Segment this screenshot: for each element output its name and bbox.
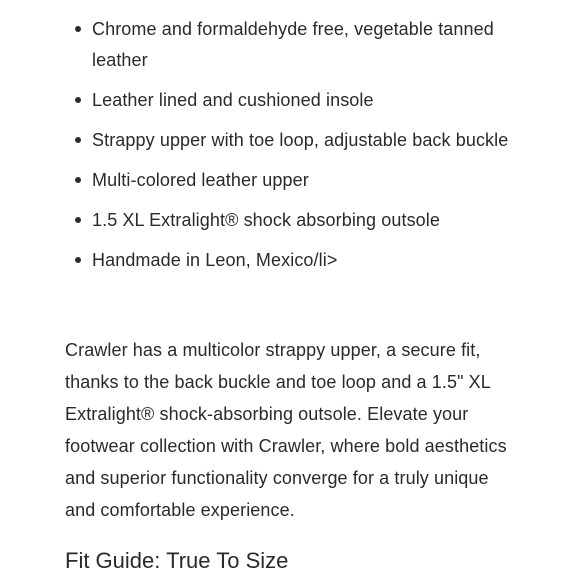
list-item (0, 205, 580, 236)
list-item (0, 85, 580, 116)
feature-list (0, 14, 580, 285)
fit-guide-heading: Fit Guide: True To Size (65, 548, 289, 573)
feature-text: 1.5 XL Extralight® shock absorbing outsole (92, 210, 440, 230)
bullet-icon (75, 26, 81, 32)
feature-text: Handmade in Leon, Mexico/li> (92, 250, 338, 270)
bullet-icon (75, 97, 81, 103)
list-item (0, 14, 580, 76)
feature-text: Strappy upper with toe loop, adjustable back buckle (92, 130, 509, 150)
list-item (0, 245, 580, 276)
feature-text: Multi-colored leather upper (92, 170, 309, 190)
product-description: Crawler has a multicolor strappy upper, a secure fit, thanks to the back buckle and toe loop and a 1.5" XL Extralight® shock-absorbing outsole. Elevate your footwear collection with Crawler, where bold aesthetics and superior functionality converge for a truly unique and comfortable experience. (65, 340, 507, 520)
bullet-icon (75, 137, 81, 143)
bullet-icon (75, 217, 81, 223)
bullet-icon (75, 177, 81, 183)
bullet-icon (75, 257, 81, 263)
list-item (0, 125, 580, 156)
list-item (0, 165, 580, 196)
feature-text: Chrome and formaldehyde free, vegetable tanned leather (92, 19, 494, 70)
feature-text: Leather lined and cushioned insole (92, 90, 374, 110)
